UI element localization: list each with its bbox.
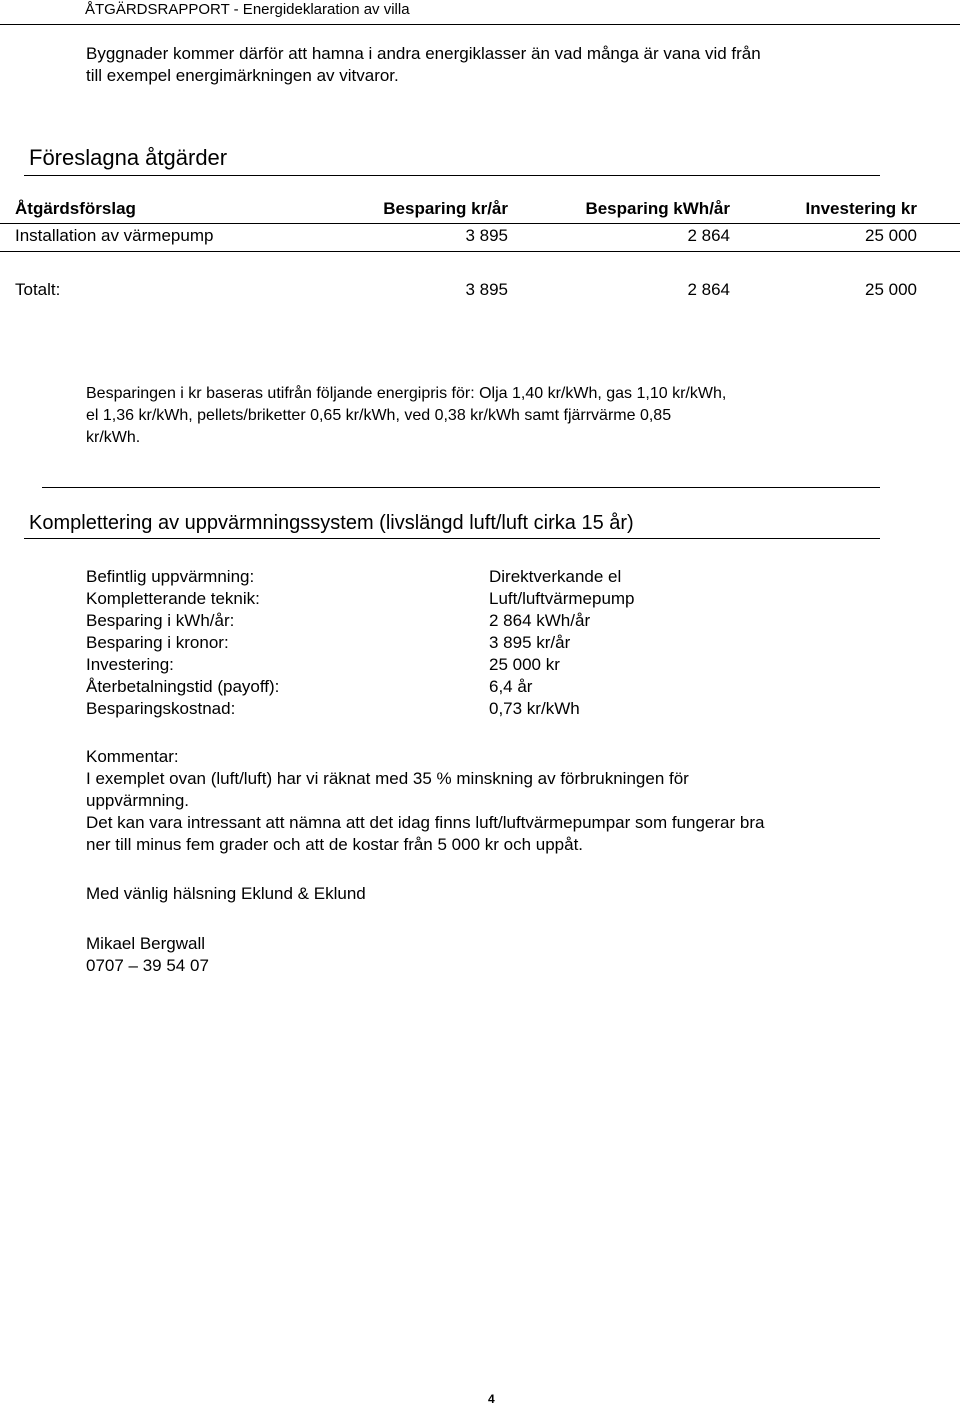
section-title-supplement: Komplettering av uppvärmningssystem (livslängd luft/luft cirka 15 år) — [29, 512, 634, 534]
detail-value: 2 864 kWh/år — [489, 611, 591, 630]
signer-name: Mikael Bergwall — [86, 934, 206, 953]
table-total-label: Totalt: — [15, 280, 61, 299]
detail-value: 0,73 kr/kWh — [489, 699, 580, 718]
signature-block — [86, 933, 886, 977]
detail-label: Befintlig uppvärmning: — [86, 567, 255, 586]
table-cell-saving-kr: 3 895 — [465, 226, 508, 245]
detail-label: Återbetalningstid (payoff): — [86, 677, 280, 696]
document-header: ÅTGÄRDSRAPPORT - Energideklaration av villa — [85, 1, 410, 18]
comment-heading: Kommentar: — [86, 747, 179, 766]
header-rule — [0, 24, 960, 25]
table-total-investment: 25 000 — [865, 280, 917, 299]
comment-line: uppvärmning. — [86, 791, 190, 810]
section-title-measures: Föreslagna åtgärder — [29, 145, 228, 170]
energy-price-note — [86, 383, 876, 449]
table-total-saving-kwh: 2 864 — [687, 280, 730, 299]
comment-line: Det kan vara intressant att nämna att det idag finns luft/luftvärmepumpar som fungerar bra — [86, 813, 765, 832]
note-line: kr/kWh. — [86, 429, 141, 446]
table-total-saving-kr: 3 895 — [465, 280, 508, 299]
detail-value: Luft/luftvärmepump — [489, 589, 635, 608]
signer-phone: 0707 – 39 54 07 — [86, 956, 209, 975]
details-values — [489, 566, 635, 720]
detail-value: 25 000 kr — [489, 655, 560, 674]
table-row-rule — [0, 251, 960, 252]
comment-block — [86, 746, 886, 856]
closing-greeting: Med vänlig hälsning Eklund & Eklund — [86, 884, 366, 903]
detail-label: Besparing i kronor: — [86, 633, 229, 652]
intro-paragraph — [86, 43, 886, 87]
table-header-measure: Åtgärdsförslag — [15, 199, 136, 218]
intro-line: till exempel energimärkningen av vitvaror. — [86, 66, 399, 85]
detail-label: Besparingskostnad: — [86, 699, 236, 718]
detail-value: 6,4 år — [489, 677, 533, 696]
note-line: Besparingen i kr baseras utifrån följande energipris för: Olja 1,40 kr/kWh, gas 1,10 kr/kWh, — [86, 385, 727, 402]
table-cell-saving-kwh: 2 864 — [687, 226, 730, 245]
comment-line: I exemplet ovan (luft/luft) har vi räknat med 35 % minskning av förbrukningen för — [86, 769, 689, 788]
table-header-saving-kwh: Besparing kWh/år — [585, 199, 730, 218]
detail-label: Investering: — [86, 655, 174, 674]
table-header-saving-kr: Besparing kr/år — [383, 199, 508, 218]
intro-line: Byggnader kommer därför att hamna i andra energiklasser än vad många är vana vid från — [86, 44, 761, 63]
comment-line: ner till minus fem grader och att de kostar från 5 000 kr och uppåt. — [86, 835, 584, 854]
table-header-rule — [0, 223, 960, 224]
detail-value: 3 895 kr/år — [489, 633, 571, 652]
table-header-investment: Investering kr — [805, 199, 917, 218]
note-line: el 1,36 kr/kWh, pellets/briketter 0,65 kr/kWh, ved 0,38 kr/kWh samt fjärrvärme 0,85 — [86, 407, 672, 424]
section-rule — [24, 538, 880, 539]
detail-value: Direktverkande el — [489, 567, 622, 586]
detail-label: Besparing i kWh/år: — [86, 611, 235, 630]
section-rule — [24, 175, 880, 176]
table-cell-investment: 25 000 — [865, 226, 917, 245]
section-rule — [42, 487, 880, 488]
details-labels — [86, 566, 279, 720]
page-number: 4 — [488, 1392, 495, 1406]
table-cell-measure: Installation av värmepump — [15, 226, 214, 245]
detail-label: Kompletterande teknik: — [86, 589, 260, 608]
